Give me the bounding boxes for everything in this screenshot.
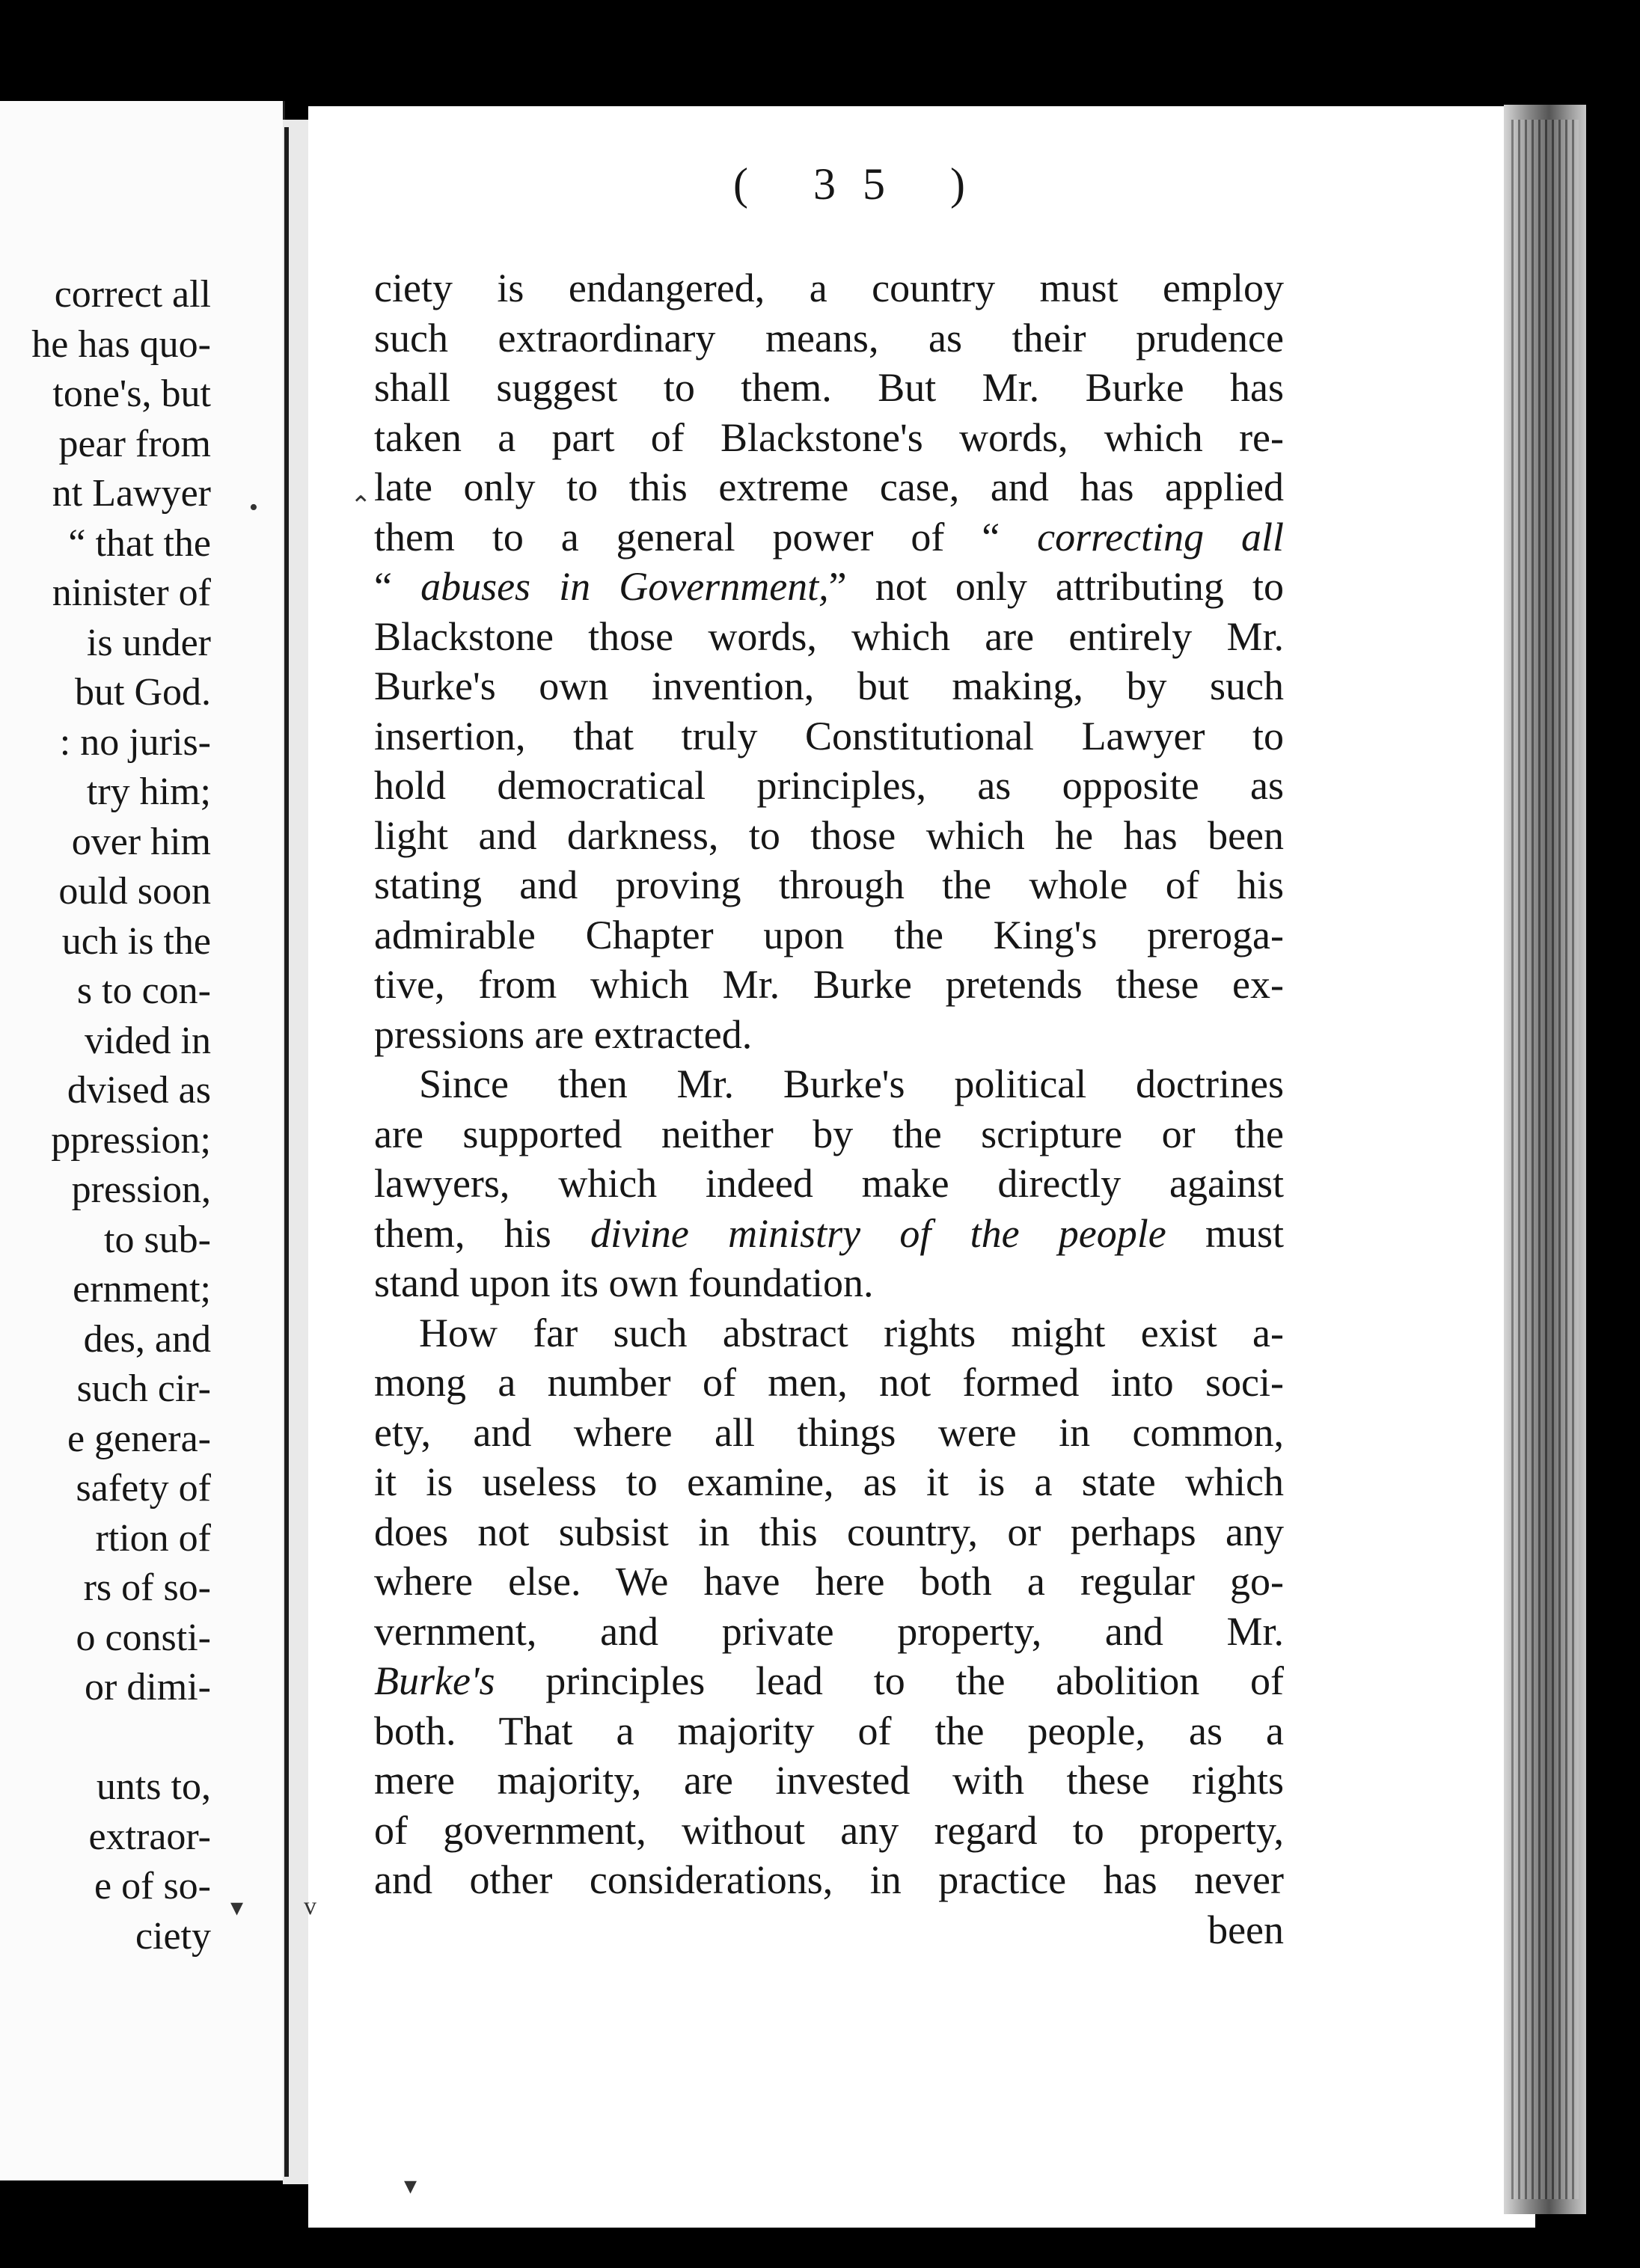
left-page-line: but God. — [75, 671, 211, 714]
body-line: are supported neither by the scripture or the — [374, 1111, 1284, 1156]
left-page-line: pear from — [58, 422, 211, 465]
left-page-line: ninister of — [52, 571, 211, 614]
body-line: How far such abstract rights might exist a- — [419, 1310, 1284, 1355]
left-page-line: “ that the — [68, 521, 211, 565]
body-line: stating and proving through the whole of his — [374, 862, 1284, 907]
body-line: taken a part of Blackstone's words, which re- — [374, 414, 1284, 460]
left-page-line: to sub- — [104, 1218, 211, 1261]
left-page-line: ould soon — [58, 870, 211, 913]
left-page-text — [0, 270, 211, 1961]
left-page-line: safety of — [76, 1467, 211, 1510]
left-page-line: ppression; — [51, 1118, 211, 1162]
left-page — [0, 101, 285, 2180]
body-line: both. That a majority of the people, as a — [374, 1708, 1284, 1753]
left-page-line: e genera- — [67, 1417, 211, 1460]
margin-mark: ▾ — [230, 1894, 244, 1922]
body-line: Burke's principles lead to the abolition of — [374, 1658, 1284, 1703]
body-line: them, his divine ministry of the people must — [374, 1210, 1284, 1256]
body-line: does not subsist in this country, or perhaps any — [374, 1509, 1284, 1554]
body-line: tive, from which Mr. Burke pretends these ex- — [374, 962, 1284, 1007]
left-page-line: try him; — [86, 770, 211, 813]
body-line: “ abuses in Government,” not only attributing to — [374, 564, 1284, 609]
left-page-line: is under — [86, 621, 211, 664]
body-line: insertion, that truly Constitutional Lawyer to — [374, 713, 1284, 758]
body-text — [374, 263, 1284, 1955]
body-line: late only to this extreme case, and has applied — [374, 465, 1284, 509]
body-line: hold democratical principles, as opposite as — [374, 763, 1284, 808]
left-page-line: o consti- — [76, 1616, 211, 1659]
body-line: Burke's own invention, but making, by such — [374, 663, 1284, 708]
body-line: admirable Chapter upon the King's preroga- — [374, 912, 1284, 957]
body-line: mere majority, are invested with these rights — [374, 1758, 1284, 1803]
margin-mark: ▾ — [404, 2172, 417, 2200]
body-line: them to a general power of “ correcting all — [374, 514, 1284, 560]
body-line: vernment, and private property, and Mr. — [374, 1608, 1284, 1654]
body-line: shall suggest to them. But Mr. Burke has — [374, 365, 1284, 410]
left-page-line: nt Lawyer — [52, 472, 211, 515]
left-page-line: e of so- — [94, 1865, 211, 1907]
body-line: it is useless to examine, as it is a state which — [374, 1459, 1284, 1504]
left-page-line: extraor- — [88, 1815, 211, 1858]
page-number: ( 35 ) — [733, 159, 992, 209]
left-page-line: ernment; — [73, 1268, 211, 1311]
body-line: light and darkness, to those which he has been — [374, 812, 1284, 858]
left-page-line: such cir- — [76, 1367, 211, 1410]
left-page-line: or dimi- — [85, 1666, 211, 1708]
body-line: where else. We have here both a regular go- — [374, 1559, 1284, 1604]
margin-mark: ⌃ — [350, 492, 372, 520]
left-page-line: unts to, — [96, 1765, 211, 1808]
left-page-line: tone's, but — [52, 373, 211, 415]
body-line: lawyers, which indeed make directly against — [374, 1161, 1284, 1206]
left-page-line: pression, — [71, 1168, 211, 1211]
left-page-line: : no juris- — [59, 720, 211, 764]
left-page-line: vided in — [85, 1019, 211, 1062]
catchword: been — [1208, 1907, 1284, 1952]
gutter-fold — [284, 127, 289, 2177]
left-page-line — [0, 1713, 211, 1763]
body-line: Since then Mr. Burke's political doctrines — [419, 1061, 1284, 1106]
left-page-line: ciety — [135, 1914, 211, 1958]
left-page-line: dvised as — [67, 1069, 211, 1112]
body-line: mong a number of men, not formed into soci- — [374, 1360, 1284, 1405]
margin-mark: v — [304, 1892, 316, 1920]
page-edge-texture — [1511, 120, 1579, 2199]
left-page-line: rtion of — [95, 1516, 211, 1560]
margin-mark: • — [249, 494, 258, 521]
left-page-line: des, and — [83, 1317, 211, 1361]
body-line: such extraordinary means, as their prudence — [374, 315, 1284, 361]
left-page-line: he has quo- — [31, 322, 211, 366]
left-page-line: correct all — [54, 273, 211, 316]
body-line: of government, without any regard to property, — [374, 1807, 1284, 1853]
left-page-line: rs of so- — [83, 1566, 211, 1609]
body-line: Blackstone those words, which are entirely Mr. — [374, 613, 1284, 659]
body-line: ciety is endangered, a country must employ — [374, 266, 1284, 310]
left-page-line: s to con- — [76, 969, 211, 1012]
body-line: ety, and where all things were in common, — [374, 1409, 1284, 1455]
body-line: pressions are extracted. — [374, 1011, 753, 1057]
left-page-line: uch is the — [61, 919, 211, 963]
left-page-line: over him — [71, 820, 211, 863]
body-line: stand upon its own foundation. — [374, 1260, 874, 1305]
body-line: and other considerations, in practice has never — [374, 1857, 1284, 1902]
